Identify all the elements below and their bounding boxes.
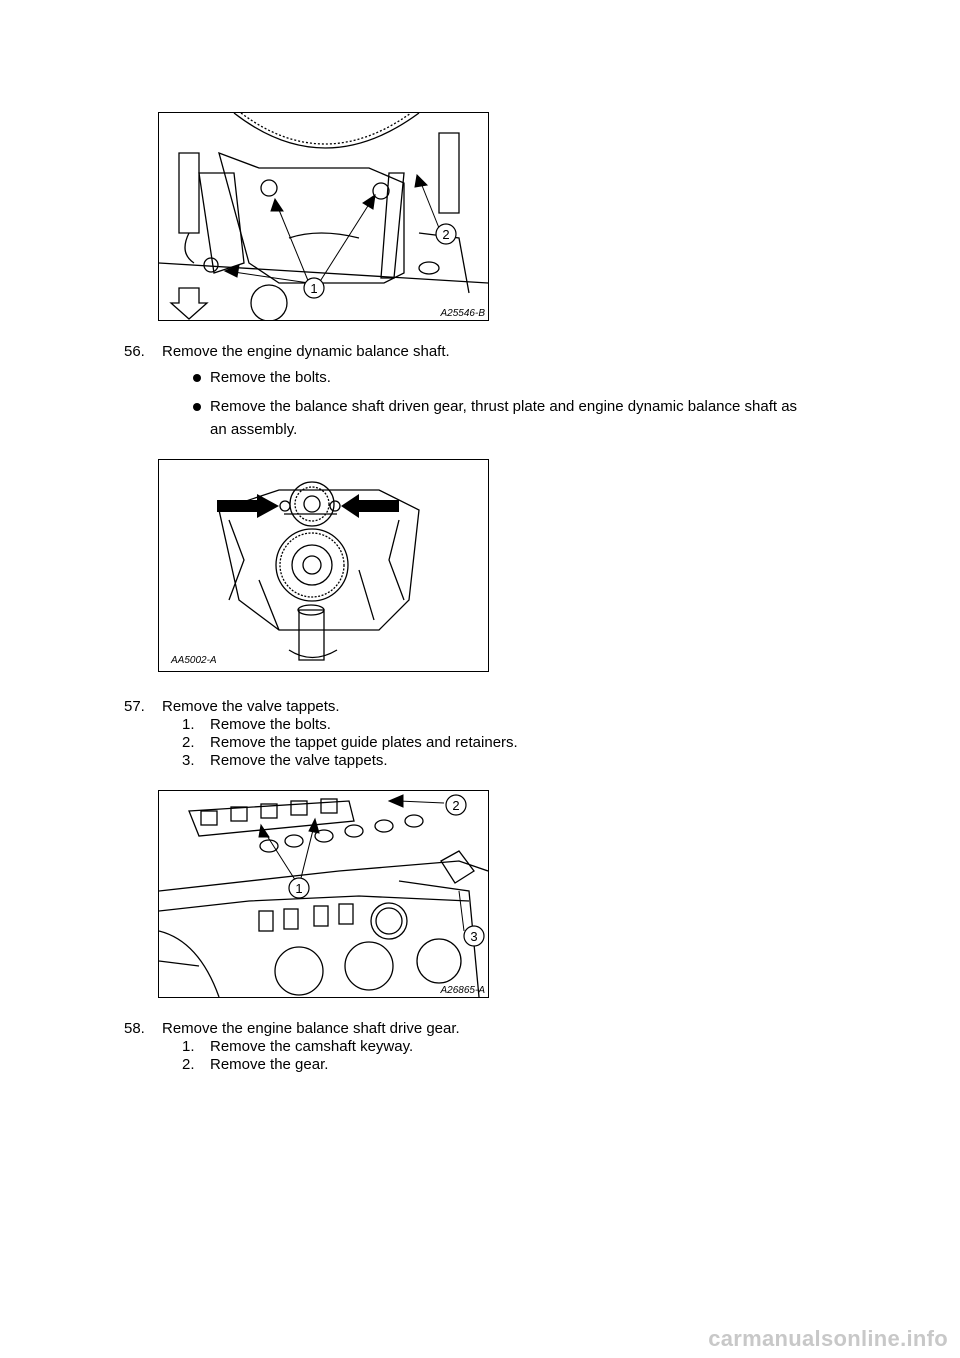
callout-2-label: 2 <box>452 798 460 813</box>
figure-balance-shaft-gear <box>158 459 489 672</box>
valve-tappets-illustration <box>159 791 488 997</box>
substep-text: Remove the valve tappets. <box>210 752 388 769</box>
substep-text: Remove the gear. <box>210 1056 329 1073</box>
bullet-text: Remove the balance shaft driven gear, thrust plate and engine dynamic balance shaft as <box>210 398 798 415</box>
figure-valve-tappets <box>158 790 489 998</box>
substep-number: 1. <box>182 1038 195 1055</box>
step-text: Remove the valve tappets. <box>162 698 340 715</box>
bullet-icon <box>193 403 201 411</box>
step-number: 56. <box>124 343 145 360</box>
figure-balance-shaft-bolts <box>158 112 489 321</box>
step-number: 58. <box>124 1020 145 1037</box>
substep-text: Remove the bolts. <box>210 716 331 733</box>
figure-code: A25546-B <box>440 308 485 319</box>
substep-number: 2. <box>182 734 195 751</box>
substep-text: Remove the tappet guide plates and retainers. <box>210 734 518 751</box>
bullet-text: Remove the bolts. <box>210 369 331 386</box>
callout-3-label: 3 <box>470 929 478 944</box>
figure-code: AA5002-A <box>171 655 217 666</box>
engine-front-illustration <box>159 113 488 320</box>
bullet-text-continued: an assembly. <box>210 421 298 438</box>
step-number: 57. <box>124 698 145 715</box>
callout-2-label: 2 <box>442 227 450 242</box>
watermark: carmanualsonline.info <box>708 1326 948 1351</box>
substep-text: Remove the camshaft keyway. <box>210 1038 414 1055</box>
step-text: Remove the engine dynamic balance shaft. <box>162 343 450 360</box>
figure-code: A26865-A <box>440 985 485 996</box>
bullet-icon <box>193 374 201 382</box>
callout-1-label: 1 <box>295 881 303 896</box>
step-text: Remove the engine balance shaft drive gear. <box>162 1020 460 1037</box>
substep-number: 2. <box>182 1056 195 1073</box>
callout-1-label: 1 <box>310 281 318 296</box>
substep-number: 3. <box>182 752 195 769</box>
substep-number: 1. <box>182 716 195 733</box>
balance-shaft-illustration <box>159 460 488 671</box>
